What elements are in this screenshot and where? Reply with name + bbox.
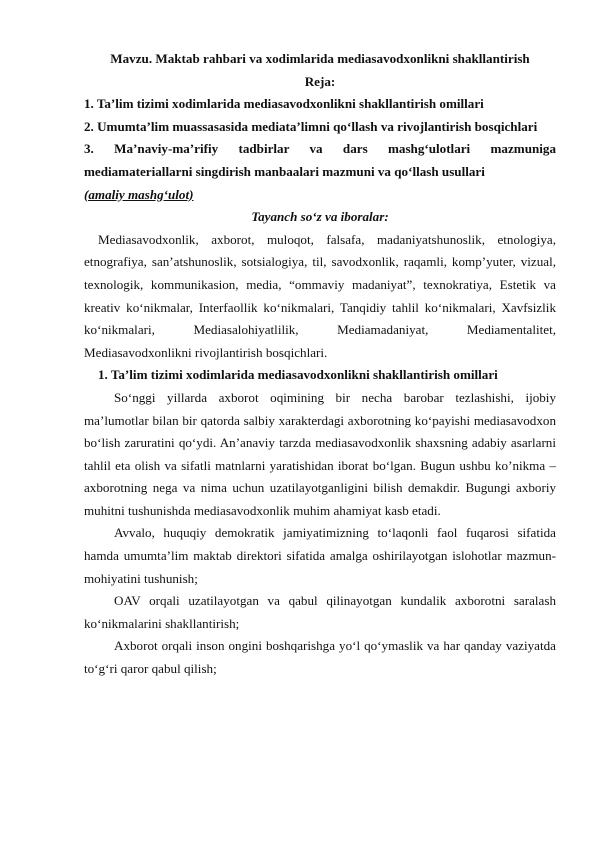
- keywords-paragraph: Mediasavodxonlik, axborot, muloqot, falsafa, madaniyatshunoslik, etnologiya, etnografiya, san’atshunoslik, sotsialogiya, til, savodxonlik, raqamli, komp’yuter, vizual, texnologik, kommunikasion, media, “ommaviy madaniyat”, texnokratiya, Estetik va kreativ ko‘nikmalar, Interfaollik ko‘nikmalari, Tanqidiy tahlil ko‘nikmalari, Xavfsizlik ko‘nikmalari, Mediasalohiyatlilik, Mediamadaniyat, Mediamentalitet, Mediasavodxonlikni rivojlantirish bosqichlari.: [84, 231, 556, 360]
- body-paragraph: Axborot orqali inson ongini boshqarishga yo‘l qo‘ymaslik va har qanday vaziyatda to‘g‘ri qaror qabul qilish;: [84, 638, 556, 677]
- plan-heading: Reja:: [304, 73, 336, 89]
- plan-item: 2. Umumta’lim muassasasida mediata’limni qo‘llash va rivojlantirish bosqichlari: [84, 118, 538, 134]
- body-paragraph: Avvalo, huquqiy demokratik jamiyatimizning to‘laqonli faol fuqarosi sifatida hamda umumta’lim maktab direktori sifatida amalga oshirilayotgan islohotlar mazmun-mohiyatini tushunish;: [84, 525, 556, 586]
- document-page: [84, 48, 556, 681]
- plan-item: 3. Ma’naviy-ma’rifiy tadbirlar va dars mashg‘ulotlari mazmuniga mediamateriallarni singdirish manbaalari mazmuni va qo‘llash usullari: [84, 141, 556, 179]
- section-heading: 1. Ta’lim tizimi xodimlarida mediasavodxonlikni shakllantirish omillari: [98, 367, 498, 383]
- keywords-heading: Tayanch so‘z va iboralar:: [251, 209, 389, 225]
- body-paragraph: OAV orqali uzatilayotgan va qabul qilinayotgan kundalik axborotni saralash ko‘nikmalarini shakllantirish;: [84, 593, 556, 631]
- plan-item: 1. Ta’lim tizimi xodimlarida mediasavodxonlikni shakllantirish omillari: [84, 96, 484, 112]
- plan-note: (amaliy mashg‘ulot): [84, 186, 194, 202]
- document-title: Mavzu. Maktab rahbari va xodimlarida mediasavodxonlikni shakllantirish: [110, 51, 530, 66]
- body-paragraph: So‘nggi yillarda axborot oqimining bir necha barobar tezlashishi, ijobiy ma’lumotlar bilan bir qatorda salbiy xarakterdagi axborotning ko‘payishi mediasavodxon bo‘lish zaruratini qo‘ydi. An’anaviy tarzda mediasavodxonlik shaxsning adabiy asarlarni tahlil eta olish va sifatli matnlarni yaratishidan iborat bo‘lgan. Bugun ushbu ko’nikma – axborotning nega va nima uchun uzatilayotganligini bilish demakdir. Bugungi axboriy muhitni tushunishda mediasavodxonlik muhim ahamiyat kasb etadi.: [84, 389, 556, 518]
